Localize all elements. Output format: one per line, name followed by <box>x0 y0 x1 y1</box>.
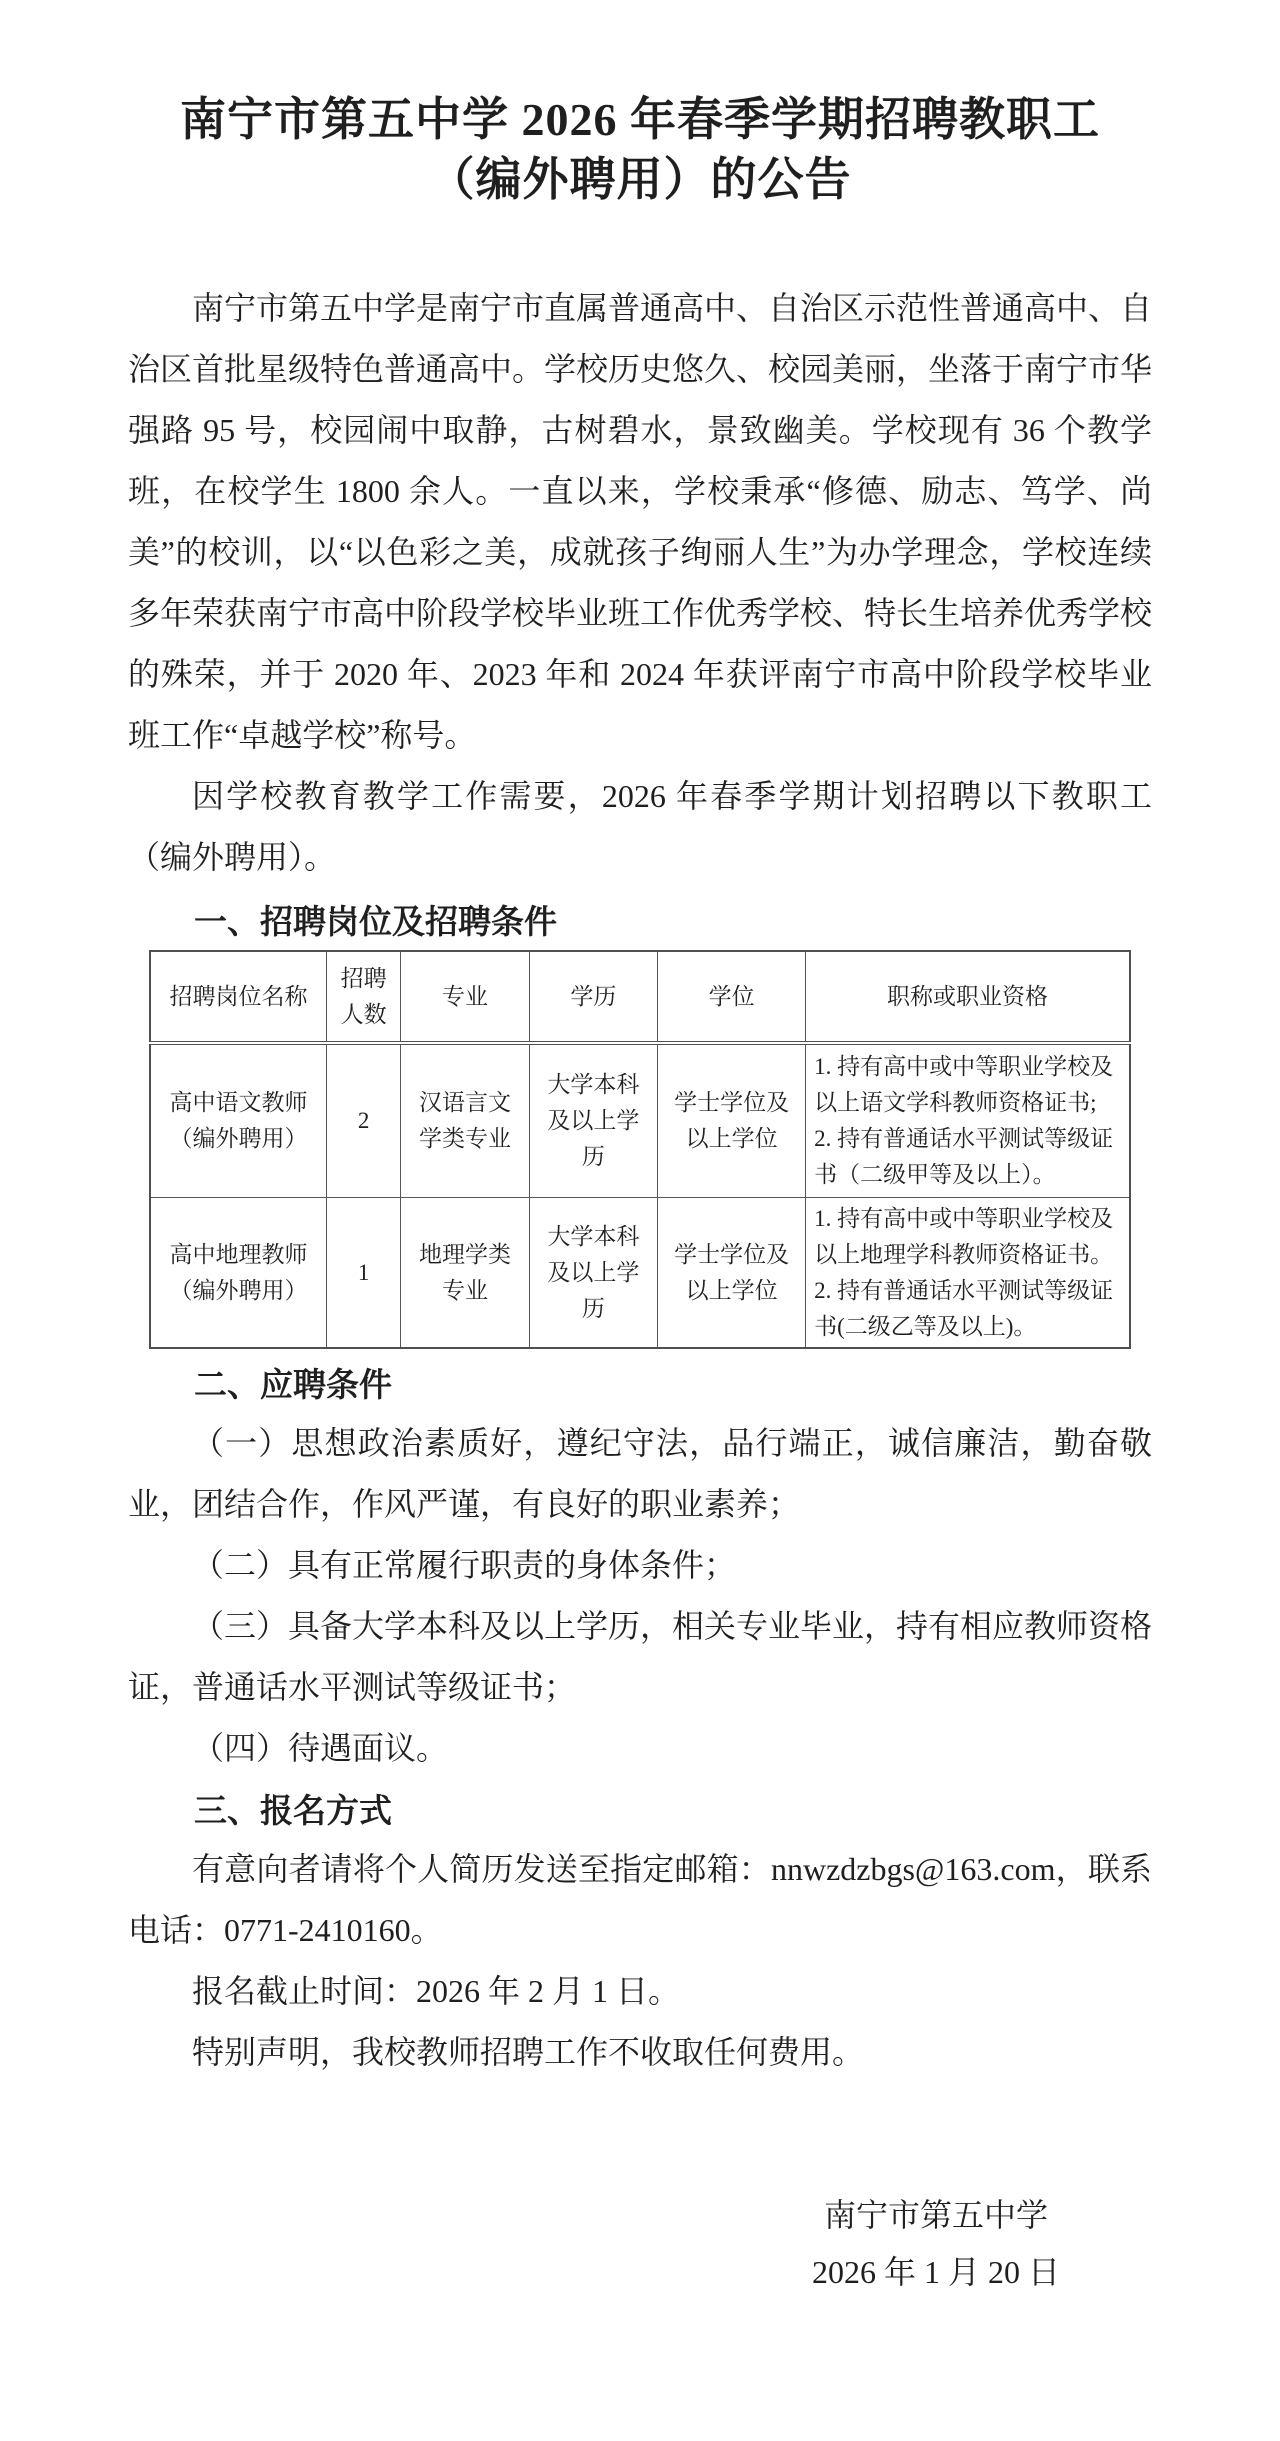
intro-paragraph-2: 因学校教育教学工作需要，2026 年春季学期计划招聘以下教职工（编外聘用）。 <box>128 778 1152 875</box>
recruitment-table <box>149 950 1131 1349</box>
section-heading-recruitment: 一、招聘岗位及招聘条件 <box>194 903 557 940</box>
document-title-line2: （编外聘用）的公告 <box>428 154 852 205</box>
intro-paragraph-1: 南宁市第五中学是南宁市直属普通高中、自治区示范性普通高中、自治区首批星级特色普通高中。学校历史悠久、校园美丽，坐落于南宁市华强路 95 号，校园闹中取静，古树碧水，景致幽美。学校现有 36 个教学班，在校学生 1800 余人。一直以来，学校秉承“修德、励志、笃学、尚美”的校训，以“以色彩之美，成就孩子绚丽人生”为办学理念，学校连续多年荣获南宁市高中阶段学校毕业班工作优秀学校、特长生培养优秀学校的殊荣，并于 2020 年、2023 年和 2024 年获评南宁市高中阶段学校毕业班工作“卓越学校”称号。 <box>128 290 1153 753</box>
signature-date: 2026 年 1 月 20 日 <box>811 2254 1060 2290</box>
qualification-item-1: 1. 持有高中或中等职业学校及以上语文学科教师资格证书; <box>814 1054 1114 1115</box>
application-deadline-paragraph: 报名截止时间：2026 年 2 月 1 日。 <box>192 1973 681 2009</box>
table-row-chinese-teacher <box>150 1043 1130 1198</box>
cell-education: 大学本科及以上学历 <box>529 1043 657 1198</box>
requirement-item-2: （二）具有正常履行职责的身体条件； <box>192 1547 737 1583</box>
section-heading-application: 三、报名方式 <box>194 1792 392 1829</box>
qualification-item-2: 2. 持有普通话水平测试等级证书(二级乙等及以上)。 <box>814 1277 1114 1339</box>
requirement-item-3: （三）具备大学本科及以上学历，相关专业毕业，持有相应教师资格证，普通话水平测试等级证书； <box>128 1608 1153 1705</box>
cell-education: 大学本科及以上学历 <box>529 1198 657 1349</box>
cell-position: 高中语文教师（编外聘用） <box>150 1043 326 1198</box>
col-header-count: 招聘人数 <box>326 951 400 1043</box>
cell-position: 高中地理教师（编外聘用） <box>150 1198 326 1349</box>
cell-major: 汉语言文学类专业 <box>401 1043 529 1198</box>
requirement-item-4: （四）待遇面议。 <box>192 1730 449 1766</box>
document-title-line1: 南宁市第五中学 2026 年春季学期招聘教职工 <box>180 94 1100 145</box>
cell-degree: 学士学位及以上学位 <box>658 1198 806 1349</box>
cell-major: 地理学类专业 <box>401 1198 529 1349</box>
document-title <box>128 90 1152 210</box>
qualification-item-1: 1. 持有高中或中等职业学校及以上地理学科教师资格证书。 <box>814 1205 1114 1267</box>
signature-name: 南宁市第五中学 <box>823 2197 1048 2233</box>
requirement-item-1: （一）思想政治素质好，遵纪守法，品行端正，诚信廉洁，勤奋敬业，团结合作，作风严谨，有良好的职业素养； <box>128 1425 1152 1522</box>
application-disclaimer-paragraph: 特别声明，我校教师招聘工作不收取任何费用。 <box>192 2034 865 2070</box>
cell-qualification <box>806 1198 1130 1349</box>
section-heading-requirements: 二、应聘条件 <box>194 1366 392 1403</box>
cell-qualification <box>806 1043 1130 1198</box>
table-row-geography-teacher <box>150 1198 1130 1349</box>
signature-block <box>812 2187 1060 2301</box>
col-header-major: 专业 <box>401 951 529 1043</box>
qualification-item-2: 2. 持有普通话水平测试等级证书（二级甲等及以上）。 <box>814 1126 1114 1187</box>
col-header-position: 招聘岗位名称 <box>150 951 326 1043</box>
cell-count: 2 <box>326 1043 400 1198</box>
application-contact-paragraph: 有意向者请将个人简历发送至指定邮箱：nnwzdzbgs@163.com，联系电话：0771-2410160。 <box>128 1851 1152 1948</box>
cell-count: 1 <box>326 1198 400 1349</box>
cell-degree: 学士学位及以上学位 <box>658 1043 806 1198</box>
col-header-degree: 学位 <box>658 951 806 1043</box>
col-header-qualification: 职称或职业资格 <box>806 951 1130 1043</box>
table-header-row <box>150 951 1130 1043</box>
col-header-education: 学历 <box>529 951 657 1043</box>
